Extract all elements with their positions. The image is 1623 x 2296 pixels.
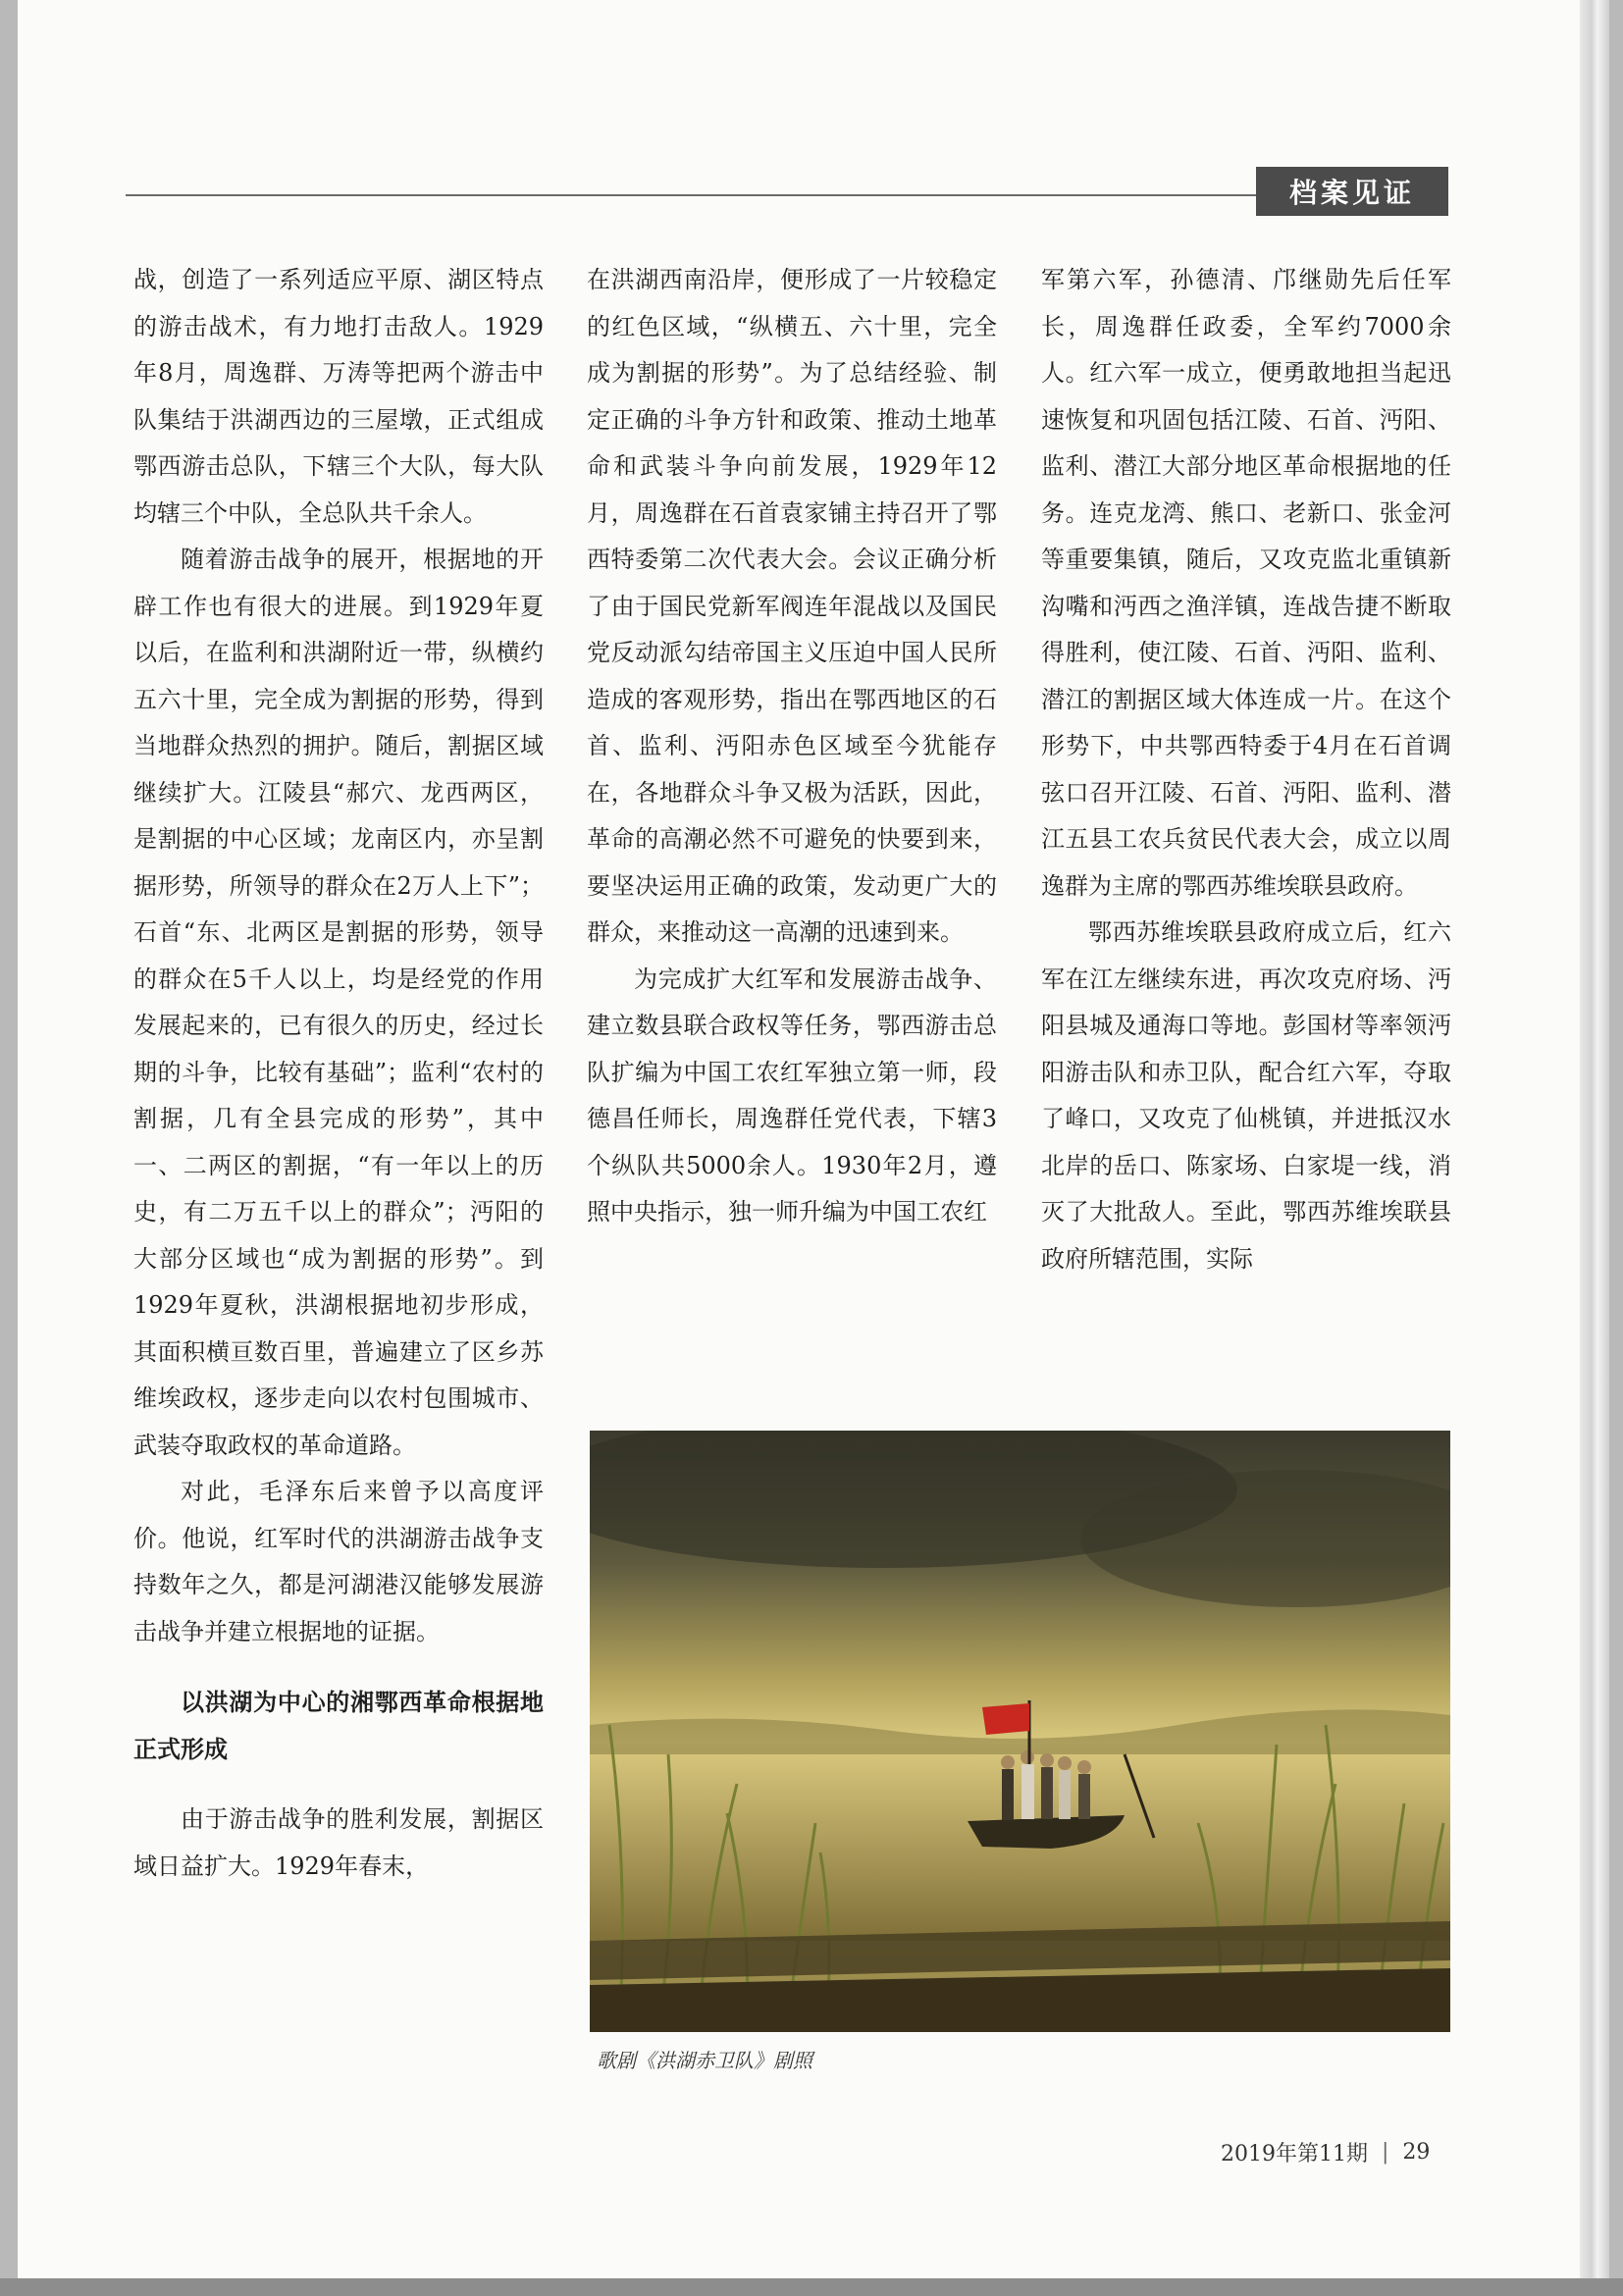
text-column-1 bbox=[133, 257, 544, 1890]
page-edge bbox=[1580, 0, 1609, 2278]
paragraph: 为完成扩大红军和发展游击战争、建立数县联合政权等任务，鄂西游击总队扩编为中国工农红军独立第一师，段德昌任师长，周逸群任党代表，下辖3个纵队共5000余人。1930年2月，遵照中央指示，独一师升编为中国工农红 bbox=[587, 965, 997, 1226]
photo-caption: 歌剧《洪湖赤卫队》剧照 bbox=[597, 2049, 812, 2072]
paragraph: 在洪湖西南沿岸，便形成了一片较稳定的红色区域，“纵横五、六十里，完全成为割据的形势”。为了总结经验、制定正确的斗争方针和政策、推动土地革命和武装斗争向前发展，1929年12月，周逸群在石首袁家铺主持召开了鄂西特委第二次代表大会。会议正确分析了由于国民党新军阀连年混战以及国民党反动派勾结帝国主义压迫中国人民所造成的客观形势，指出在鄂西地区的石首、监利、沔阳赤色区域至今犹能存在，各地群众斗争又极为活跃，因此，革命的高潮必然不可避免的快要到来，要坚决运用正确的政策，发动更广大的群众，来推动这一高潮的迅速到来。 bbox=[587, 266, 997, 946]
magazine-page bbox=[18, 0, 1596, 2278]
page-footer bbox=[1221, 2137, 1430, 2167]
scan-bottom-edge bbox=[0, 2278, 1623, 2296]
section-subheading: 以洪湖为中心的湘鄂西革命根据地正式形成 bbox=[133, 1689, 544, 1763]
paragraph: 鄂西苏维埃联县政府成立后，红六军在江左继续东进，再次攻克府场、沔阳县城及通海口等地。彭国材等率领沔阳游击队和赤卫队，配合红六军，夺取了峰口，又攻克了仙桃镇，并进抵汉水北岸的岳口、陈家场、白家堤一线，消灭了大批敌人。至此，鄂西苏维埃联县政府所辖范围，实际 bbox=[1041, 918, 1451, 1273]
paragraph: 由于游击战争的胜利发展，割据区域日益扩大。1929年春末， bbox=[133, 1805, 544, 1880]
paragraph: 战，创造了一系列适应平原、湖区特点的游击战术，有力地打击敌人。1929年8月，周逸群、万涛等把两个游击中队集结于洪湖西边的三屋墩，正式组成鄂西游击总队，下辖三个大队，每大队均辖三个中队，全总队共千余人。 bbox=[133, 266, 544, 527]
photo-illustration bbox=[590, 1431, 1450, 2032]
opera-stage-photo bbox=[590, 1431, 1450, 2032]
paragraph: 军第六军，孙德清、邝继勋先后任军长，周逸群任政委，全军约7000余人。红六军一成立，便勇敢地担当起迅速恢复和巩固包括江陵、石首、沔阳、监利、潜江大部分地区革命根据地的任务。连克龙湾、熊口、老新口、张金河等重要集镇，随后，又攻克监北重镇新沟嘴和沔西之渔洋镇，连战告捷不断取得胜利，使江陵、石首、沔阳、监利、潜江的割据区域大体连成一片。在这个形势下，中共鄂西特委于4月在石首调弦口召开江陵、石首、沔阳、监利、潜江五县工农兵贫民代表大会，成立以周逸群为主席的鄂西苏维埃联县政府。 bbox=[1041, 266, 1451, 900]
paragraph: 对此，毛泽东后来曾予以高度评价。他说，红军时代的洪湖游击战争支持数年之久，都是河湖港汉能够发展游击战争并建立根据地的证据。 bbox=[133, 1478, 544, 1645]
text-column-3 bbox=[1041, 257, 1451, 1282]
footer-separator: | bbox=[1381, 2140, 1389, 2165]
issue-label: 2019年第11期 bbox=[1221, 2142, 1368, 2166]
text-column-2 bbox=[587, 257, 997, 1236]
header-rule bbox=[126, 194, 1264, 196]
section-tag: 档案见证 bbox=[1256, 167, 1448, 216]
page-number: 29 bbox=[1402, 2140, 1431, 2165]
paragraph: 随着游击战争的展开，根据地的开辟工作也有很大的进展。到1929年夏以后，在监利和洪湖附近一带，纵横约五六十里，完全成为割据的形势，得到当地群众热烈的拥护。随后，割据区域继续扩大。江陵县“郝穴、龙西两区，是割据的中心区域；龙南区内，亦呈割据形势，所领导的群众在2万人上下”；石首“东、北两区是割据的形势，领导的群众在5千人以上，均是经党的作用发展起来的，已有很久的历史，经过长期的斗争，比较有基础”；监利“农村的割据，几有全县完成的形势”，其中一、二两区的割据，“有一年以上的历史，有二万五千以上的群众”；沔阳的大部分区域也“成为割据的形势”。到1929年夏秋，洪湖根据地初步形成，其面积横亘数百里，普遍建立了区乡苏维埃政权，逐步走向以农村包围城市、武装夺取政权的革命道路。 bbox=[133, 546, 544, 1459]
